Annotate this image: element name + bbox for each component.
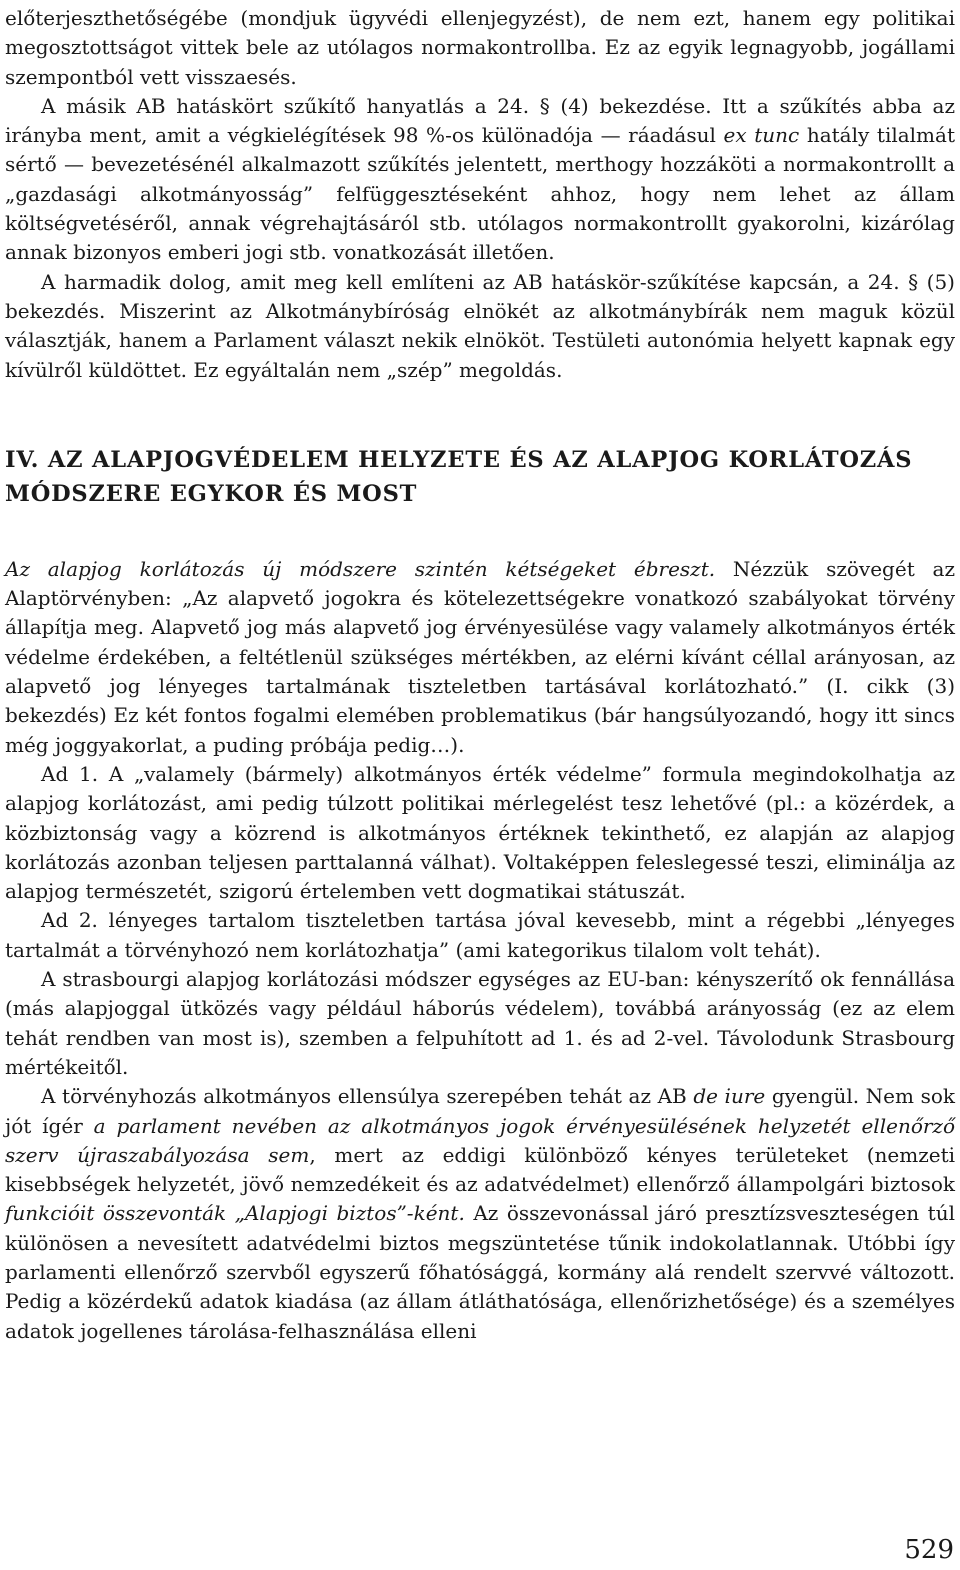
paragraph-intro: [5, 555, 955, 760]
text-run: Az összevonással járó presztízsveszteségen túl különösen a nevesített adatvédelmi biztos megszüntetése tűnik indokolatlannak. Utóbbi így parlamenti ellenőrző szervből egyszerű főhatósággá, kormány alá rendelt szervvé változott. Pedig a közérdekű adatok kiadása (az állam átláthatósága, ellenőrizhetősége) és a személyes adatok jogellenes tárolása-felhasználása elleni: [5, 1201, 955, 1343]
paragraph-ad-1: Ad 1. A „valamely (bármely) alkotmányos érték védelme” formula megindokolhatja az alapjog korlátozást, ami pedig túlzott politikai mérlegelést tesz lehetővé (pl.: a közérdek, a közbiztonság vagy a közrend is alkotmányos értéknek tekinthető, ez alapján az alapjog korlátozás azonban teljesen parttalanná válhat). Voltaképpen feleslegessé teszi, eliminálja az alapjog természetét, szigorú értelemben vett dogmatikai státuszát.: [5, 761, 955, 904]
section-heading: IV. AZ ALAPJOGVÉDELEM HELYZETE ÉS AZ ALAPJOG KORLÁTOZÁS MÓDSZERE EGYKOR ÉS MOST: [5, 446, 913, 507]
paragraph-strasbourg: A strasbourgi alapjog korlátozási módszer egységes az EU-ban: kényszerítő ok fennállása (más alapjoggal ütközés vagy például háborús védelem), továbbá arányosság (ez az elem tehát rendben van most is), szemben a felpuhított ad 1. és ad 2-vel. Távolodunk Strasbourg mértékeitől.: [5, 967, 955, 1079]
text-run: A törvényhozás alkotmányos ellensúlya szerepében tehát az AB: [41, 1084, 694, 1109]
paragraph-ellensuly: [5, 1082, 955, 1346]
italic-lead: Az alapjog korlátozás új módszere szintén kétségeket ébreszt.: [5, 556, 716, 581]
paragraph-continued: előterjeszthetőségébe (mondjuk ügyvédi ellenjegyzést), de nem ezt, hanem egy politikai megosztottságot vittek bele az utólagos normakontrollba. Ez az egyik legnagyobb, jogállami szempontból vett visszaesés.: [5, 6, 955, 89]
paragraph-24-5: A harmadik dolog, amit meg kell említeni az AB hatáskör-szűkítése kapcsán, a 24. § (5) bekezdés. Miszerint az Alkotmánybíróság elnökét az alkotmánybírák nem maguk közül választják, hanem a Parlament választ nekik elnököt. Testületi autonómia helyett kapnak egy kívülről küldöttet. Ez egyáltalán nem „szép” megoldás.: [5, 269, 955, 382]
text-run: Nézzük szövegét az Alaptörvényben: „Az alapvető jogokra és kötelezettségekre vonatkozó szabályokat törvény állapítja meg. Alapvető jog más alapvető jog érvényesülése vagy valamely alkotmányos érték védelme érdekében, a feltétlenül szükséges mértékben, az elérni kívánt céllal arányosan, az alapvető jog lényeges tartalmának tiszteletben tartásával korlátozható.” (I. cikk (3) bekezdés) Ez két fontos fogalmi elemében problematikus (bár hangsúlyozandó, hogy itt sincs még joggyakorlat, a puding próbája pedig…).: [5, 556, 955, 757]
page-number: 529: [904, 1535, 954, 1565]
text-run: , mert az eddigi különböző kényes területeket (nemzeti kisebbségek helyzetét, jövő nemzedékeit és az adatvédelmet) ellenőrző állampolgári biztosok: [5, 1142, 955, 1197]
text-run: A másik AB hatáskört szűkítő hanyatlás a 24. § (4) bekezdése. Itt a szűkítés abba az irányba ment, amit a végkielégítések 98 %-os különadója — ráadásul: [5, 93, 955, 148]
italic-phrase: a parlament nevében az alkotmányos jogok érvényesülésének helyzetét ellenőrző szerv újraszabályozása sem: [5, 1113, 955, 1167]
italic-term: de iure: [693, 1084, 766, 1109]
paragraph-24-4: [5, 92, 955, 268]
text-run: hatály tilalmát sértő — bevezetésénél alkalmazott szűkítés jelentett, merthogy hozzáköti a normakontrollt a „gazdasági alkotmányosság” felfüggesztéseként ahhoz, hogy nem lehet az állam költségvetéséről, annak végrehajtásáról stb. utólagos normakontrollt gyakorolni, kizárólag annak bizonyos emberi jogi stb. vonatkozását illetően.: [5, 123, 955, 265]
italic-phrase: funkcióit összevonták „Alapjogi biztos”-ként.: [5, 1201, 465, 1226]
italic-term: ex tunc: [723, 123, 800, 148]
page-body: [5, 4, 955, 1346]
paragraph-ad-2: Ad 2. lényeges tartalom tiszteletben tartása jóval kevesebb, mint a régebbi „lényeges tartalmát a törvényhozó nem korlátozhatja” (ami kategorikus tilalom volt tehát).: [5, 908, 955, 962]
text-run: gyengül. Nem sok jót ígér: [5, 1084, 955, 1138]
